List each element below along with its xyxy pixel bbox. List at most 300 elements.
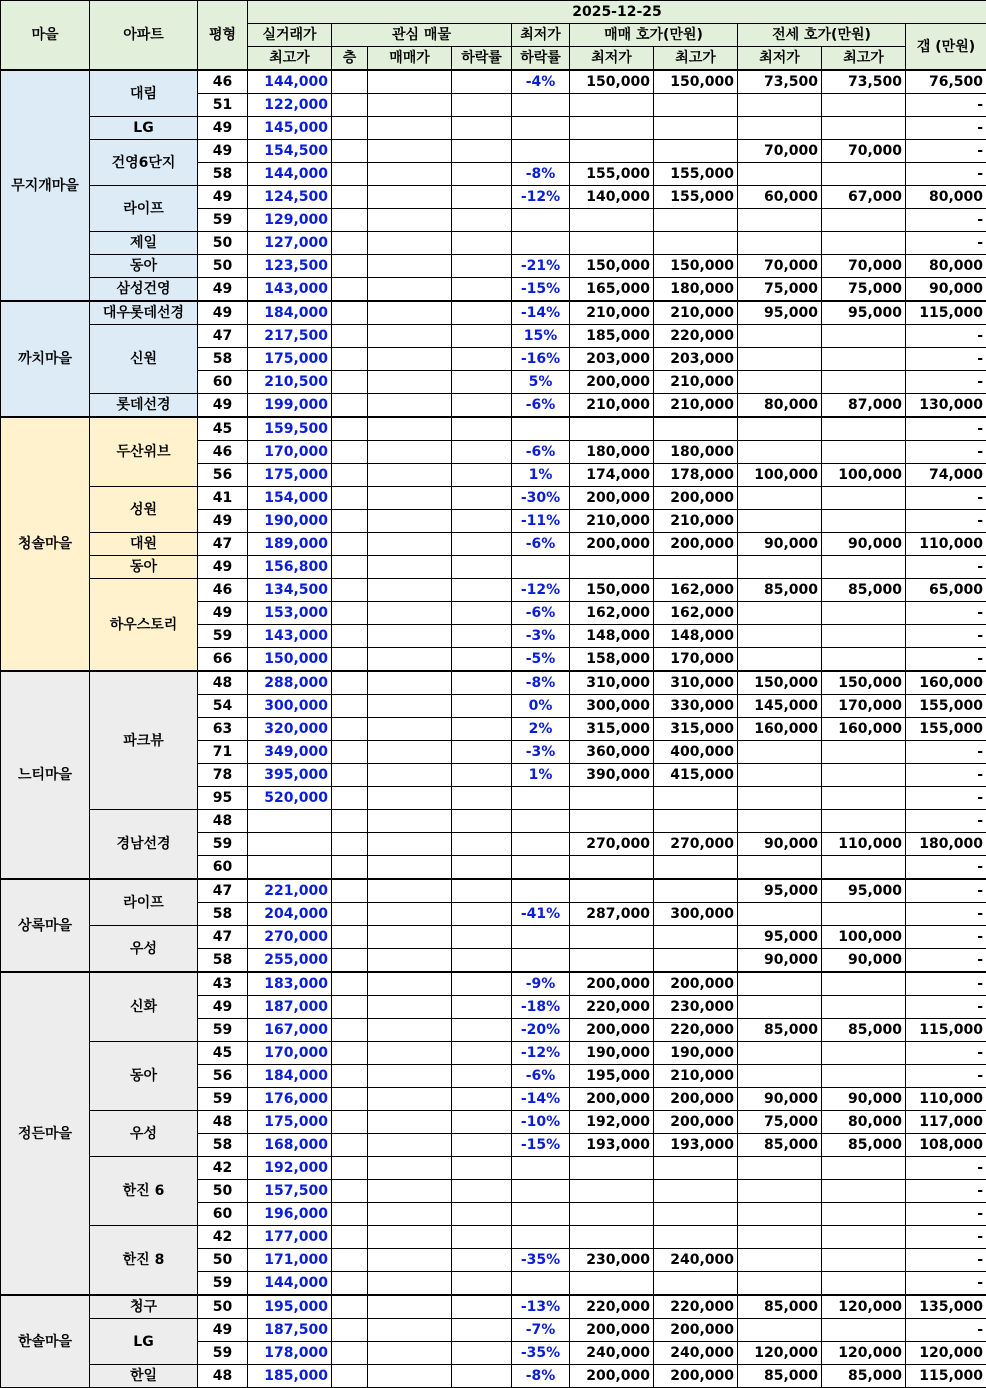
sale-max-cell: 210,000 [654, 510, 738, 533]
drop-rate-cell [452, 1042, 512, 1065]
jeonse-min-cell [738, 903, 822, 926]
drop-rate-cell [452, 417, 512, 441]
drop-rate-cell [452, 972, 512, 996]
village-cell: 한솔마을 [1, 1295, 90, 1388]
floor-cell [332, 1342, 368, 1365]
real-trade-cell: 134,500 [248, 579, 332, 602]
jeonse-max-cell [822, 1249, 906, 1272]
floor-cell [332, 695, 368, 718]
pyeong-cell: 48 [198, 1365, 248, 1388]
floor-cell [332, 1019, 368, 1042]
real-trade-cell: 187,500 [248, 1319, 332, 1342]
gap-cell: - [906, 163, 986, 186]
real-trade-cell: 168,000 [248, 1134, 332, 1157]
lowest-drop-cell: -16% [512, 348, 570, 371]
jeonse-min-cell: 150,000 [738, 671, 822, 695]
table-row [1, 1226, 986, 1249]
lowest-drop-cell: -6% [512, 394, 570, 418]
sale-max-cell: 310,000 [654, 671, 738, 695]
sale-max-cell [654, 232, 738, 255]
jeonse-min-cell [738, 787, 822, 810]
jeonse-min-cell [738, 856, 822, 880]
table-row [1, 1111, 986, 1134]
pyeong-cell: 46 [198, 441, 248, 464]
real-trade-cell: 177,000 [248, 1226, 332, 1249]
jeonse-max-cell: 75,000 [822, 278, 906, 302]
jeonse-max-cell [822, 972, 906, 996]
lowest-drop-cell: 2% [512, 718, 570, 741]
header-gap: 갭 (만원) [906, 24, 986, 71]
sale-min-cell: 180,000 [570, 441, 654, 464]
pyeong-cell: 49 [198, 301, 248, 325]
pyeong-cell: 58 [198, 949, 248, 973]
pyeong-cell: 49 [198, 602, 248, 625]
table-row [1, 278, 986, 302]
floor-cell [332, 926, 368, 949]
table-row [1, 394, 986, 418]
real-trade-cell: 190,000 [248, 510, 332, 533]
gap-cell: - [906, 510, 986, 533]
sale-min-cell: 287,000 [570, 903, 654, 926]
jeonse-min-cell [738, 371, 822, 394]
apartment-cell: 청구 [90, 1295, 198, 1319]
village-cell: 청솔마을 [1, 417, 90, 671]
jeonse-max-cell: 85,000 [822, 1365, 906, 1388]
apartment-cell: 동아 [90, 255, 198, 278]
lowest-drop-cell: -3% [512, 741, 570, 764]
sale-min-cell: 203,000 [570, 348, 654, 371]
sale-price-cell [368, 764, 452, 787]
jeonse-min-cell: 145,000 [738, 695, 822, 718]
lowest-drop-cell [512, 1180, 570, 1203]
jeonse-min-cell: 85,000 [738, 1365, 822, 1388]
real-trade-cell: 144,000 [248, 70, 332, 94]
table-row [1, 70, 986, 94]
sale-max-cell [654, 94, 738, 117]
gap-cell: 155,000 [906, 695, 986, 718]
lowest-drop-cell: -21% [512, 255, 570, 278]
jeonse-max-cell: 100,000 [822, 464, 906, 487]
pyeong-cell: 56 [198, 1065, 248, 1088]
drop-rate-cell [452, 833, 512, 856]
table-row [1, 671, 986, 695]
floor-cell [332, 441, 368, 464]
lowest-drop-cell: -12% [512, 1042, 570, 1065]
gap-cell: - [906, 1319, 986, 1342]
sale-max-cell [654, 879, 738, 903]
drop-rate-cell [452, 1295, 512, 1319]
gap-cell: 90,000 [906, 278, 986, 302]
sale-min-cell: 360,000 [570, 741, 654, 764]
header-jeonse-ask: 전세 호가(만원) [738, 24, 906, 47]
real-trade-cell: 143,000 [248, 278, 332, 302]
apartment-cell: 한진 8 [90, 1226, 198, 1296]
gap-cell: - [906, 371, 986, 394]
table-row [1, 140, 986, 163]
table-row [1, 255, 986, 278]
sale-price-cell [368, 394, 452, 418]
floor-cell [332, 1319, 368, 1342]
sale-min-cell [570, 856, 654, 880]
jeonse-max-cell [822, 602, 906, 625]
floor-cell [332, 1272, 368, 1296]
sale-price-cell [368, 1226, 452, 1249]
jeonse-min-cell [738, 1042, 822, 1065]
sale-min-cell [570, 209, 654, 232]
sale-min-cell: 200,000 [570, 1019, 654, 1042]
table-row [1, 487, 986, 510]
sale-max-cell [654, 926, 738, 949]
drop-rate-cell [452, 718, 512, 741]
sale-min-cell: 158,000 [570, 648, 654, 672]
jeonse-min-cell: 90,000 [738, 833, 822, 856]
sale-price-cell [368, 695, 452, 718]
jeonse-min-cell [738, 94, 822, 117]
sale-price-cell [368, 718, 452, 741]
sale-min-cell [570, 94, 654, 117]
header-interest: 관심 매물 [332, 24, 512, 47]
lowest-drop-cell [512, 949, 570, 973]
table-row [1, 556, 986, 579]
apartment-cell: 대우롯데선경 [90, 301, 198, 325]
jeonse-max-cell [822, 556, 906, 579]
pyeong-cell: 60 [198, 856, 248, 880]
sale-price-cell [368, 1203, 452, 1226]
real-trade-cell: 129,000 [248, 209, 332, 232]
real-trade-cell: 144,000 [248, 1272, 332, 1296]
apartment-cell: 대원 [90, 533, 198, 556]
lowest-drop-cell: -6% [512, 533, 570, 556]
real-trade-cell: 300,000 [248, 695, 332, 718]
sale-price-cell [368, 741, 452, 764]
jeonse-max-cell [822, 1042, 906, 1065]
lowest-drop-cell: 0% [512, 695, 570, 718]
sale-max-cell: 200,000 [654, 487, 738, 510]
jeonse-min-cell [738, 1319, 822, 1342]
floor-cell [332, 533, 368, 556]
jeonse-min-cell: 95,000 [738, 926, 822, 949]
jeonse-min-cell [738, 1272, 822, 1296]
sale-min-cell: 200,000 [570, 972, 654, 996]
header-apartment: 아파트 [90, 1, 198, 71]
sale-price-cell [368, 441, 452, 464]
jeonse-max-cell [822, 487, 906, 510]
floor-cell [332, 810, 368, 833]
gap-cell: 108,000 [906, 1134, 986, 1157]
drop-rate-cell [452, 787, 512, 810]
gap-cell: - [906, 117, 986, 140]
floor-cell [332, 671, 368, 695]
floor-cell [332, 255, 368, 278]
table-row [1, 926, 986, 949]
jeonse-min-cell [738, 1249, 822, 1272]
drop-rate-cell [452, 648, 512, 672]
jeonse-max-cell: 70,000 [822, 140, 906, 163]
sale-max-cell: 193,000 [654, 1134, 738, 1157]
sale-price-cell [368, 1065, 452, 1088]
sale-max-cell: 200,000 [654, 533, 738, 556]
jeonse-max-cell [822, 510, 906, 533]
sale-max-cell [654, 1203, 738, 1226]
sale-price-cell [368, 487, 452, 510]
sale-min-cell [570, 417, 654, 441]
pyeong-cell: 49 [198, 556, 248, 579]
sale-price-cell [368, 1088, 452, 1111]
jeonse-min-cell [738, 556, 822, 579]
table-row [1, 972, 986, 996]
lowest-drop-cell: -30% [512, 487, 570, 510]
jeonse-min-cell [738, 972, 822, 996]
sale-price-cell [368, 1134, 452, 1157]
jeonse-min-cell: 120,000 [738, 1342, 822, 1365]
drop-rate-cell [452, 1134, 512, 1157]
jeonse-min-cell [738, 1203, 822, 1226]
jeonse-min-cell: 90,000 [738, 949, 822, 973]
pyeong-cell: 49 [198, 140, 248, 163]
real-trade-cell: 143,000 [248, 625, 332, 648]
lowest-drop-cell: -35% [512, 1249, 570, 1272]
sale-price-cell [368, 1042, 452, 1065]
sale-min-cell: 185,000 [570, 325, 654, 348]
drop-rate-cell [452, 625, 512, 648]
apartment-cell: 우성 [90, 1111, 198, 1157]
floor-cell [332, 117, 368, 140]
sale-min-cell [570, 1203, 654, 1226]
gap-cell: - [906, 1157, 986, 1180]
real-trade-cell: 199,000 [248, 394, 332, 418]
floor-cell [332, 1295, 368, 1319]
header-sale-ask: 매매 호가(만원) [570, 24, 738, 47]
pyeong-cell: 41 [198, 487, 248, 510]
pyeong-cell: 50 [198, 232, 248, 255]
sale-max-cell: 155,000 [654, 186, 738, 209]
sale-price-cell [368, 625, 452, 648]
gap-cell: - [906, 972, 986, 996]
drop-rate-cell [452, 810, 512, 833]
jeonse-min-cell: 100,000 [738, 464, 822, 487]
drop-rate-cell [452, 325, 512, 348]
lowest-drop-cell: -8% [512, 671, 570, 695]
sale-min-cell: 150,000 [570, 579, 654, 602]
gap-cell: 160,000 [906, 671, 986, 695]
jeonse-min-cell: 60,000 [738, 186, 822, 209]
sale-price-cell [368, 556, 452, 579]
real-trade-cell: 520,000 [248, 787, 332, 810]
sale-max-cell [654, 949, 738, 973]
gap-cell: - [906, 1042, 986, 1065]
real-trade-cell: 210,500 [248, 371, 332, 394]
drop-rate-cell [452, 1319, 512, 1342]
jeonse-max-cell: 90,000 [822, 949, 906, 973]
jeonse-max-cell [822, 325, 906, 348]
jeonse-max-cell [822, 1203, 906, 1226]
jeonse-max-cell [822, 996, 906, 1019]
floor-cell [332, 1249, 368, 1272]
sale-max-cell [654, 1272, 738, 1296]
floor-cell [332, 1065, 368, 1088]
sale-min-cell [570, 879, 654, 903]
gap-cell: - [906, 810, 986, 833]
real-trade-cell: 175,000 [248, 1111, 332, 1134]
real-trade-cell: 159,500 [248, 417, 332, 441]
sale-min-cell: 200,000 [570, 487, 654, 510]
gap-cell: - [906, 325, 986, 348]
sale-price-cell [368, 464, 452, 487]
jeonse-min-cell [738, 741, 822, 764]
pyeong-cell: 51 [198, 94, 248, 117]
real-trade-cell: 349,000 [248, 741, 332, 764]
sale-max-cell: 270,000 [654, 833, 738, 856]
floor-cell [332, 325, 368, 348]
gap-cell: - [906, 441, 986, 464]
lowest-drop-cell [512, 787, 570, 810]
pyeong-cell: 50 [198, 1249, 248, 1272]
sale-price-cell [368, 903, 452, 926]
jeonse-max-cell [822, 117, 906, 140]
lowest-drop-cell: -6% [512, 602, 570, 625]
sale-price-cell [368, 1019, 452, 1042]
sale-max-cell [654, 1157, 738, 1180]
gap-cell: - [906, 140, 986, 163]
sale-max-cell: 200,000 [654, 1111, 738, 1134]
table-row [1, 232, 986, 255]
sale-max-cell: 210,000 [654, 301, 738, 325]
real-trade-cell: 153,000 [248, 602, 332, 625]
jeonse-min-cell: 85,000 [738, 1134, 822, 1157]
real-trade-cell: 145,000 [248, 117, 332, 140]
floor-cell [332, 741, 368, 764]
sale-min-cell: 300,000 [570, 695, 654, 718]
drop-rate-cell [452, 1342, 512, 1365]
floor-cell [332, 648, 368, 672]
jeonse-max-cell: 95,000 [822, 301, 906, 325]
floor-cell [332, 209, 368, 232]
sale-max-cell: 200,000 [654, 972, 738, 996]
floor-cell [332, 348, 368, 371]
header-real-trade: 실거래가 [248, 24, 332, 47]
pyeong-cell: 60 [198, 371, 248, 394]
real-trade-cell: 122,000 [248, 94, 332, 117]
sale-max-cell: 203,000 [654, 348, 738, 371]
real-trade-cell: 184,000 [248, 1065, 332, 1088]
sale-min-cell: 270,000 [570, 833, 654, 856]
floor-cell [332, 232, 368, 255]
table-row [1, 417, 986, 441]
lowest-drop-cell [512, 856, 570, 880]
sale-min-cell: 162,000 [570, 602, 654, 625]
floor-cell [332, 1111, 368, 1134]
floor-cell [332, 1157, 368, 1180]
real-trade-cell [248, 833, 332, 856]
pyeong-cell: 95 [198, 787, 248, 810]
pyeong-cell: 56 [198, 464, 248, 487]
gap-cell: - [906, 741, 986, 764]
drop-rate-cell [452, 949, 512, 973]
sale-min-cell [570, 1272, 654, 1296]
gap-cell: - [906, 1249, 986, 1272]
real-trade-cell: 195,000 [248, 1295, 332, 1319]
floor-cell [332, 510, 368, 533]
sale-max-cell [654, 1226, 738, 1249]
sale-min-cell: 240,000 [570, 1342, 654, 1365]
lowest-drop-cell [512, 1203, 570, 1226]
sale-price-cell [368, 787, 452, 810]
sale-min-cell: 192,000 [570, 1111, 654, 1134]
sale-min-cell: 150,000 [570, 70, 654, 94]
sale-min-cell: 315,000 [570, 718, 654, 741]
jeonse-max-cell: 73,500 [822, 70, 906, 94]
apartment-cell: LG [90, 1319, 198, 1365]
drop-rate-cell [452, 695, 512, 718]
sale-max-cell: 200,000 [654, 1088, 738, 1111]
table-row [1, 1295, 986, 1319]
table-body [1, 70, 986, 1388]
lowest-drop-cell [512, 1157, 570, 1180]
sale-min-cell [570, 117, 654, 140]
jeonse-max-cell [822, 648, 906, 672]
lowest-drop-cell [512, 232, 570, 255]
gap-cell: - [906, 996, 986, 1019]
pyeong-cell: 59 [198, 1088, 248, 1111]
sale-price-cell [368, 1319, 452, 1342]
drop-rate-cell [452, 255, 512, 278]
floor-cell [332, 833, 368, 856]
floor-cell [332, 394, 368, 418]
floor-cell [332, 1365, 368, 1388]
pyeong-cell: 71 [198, 741, 248, 764]
lowest-drop-cell: -18% [512, 996, 570, 1019]
jeonse-min-cell [738, 1065, 822, 1088]
pyeong-cell: 49 [198, 278, 248, 302]
gap-cell: 117,000 [906, 1111, 986, 1134]
pyeong-cell: 47 [198, 926, 248, 949]
sale-price-cell [368, 810, 452, 833]
header-village: 마을 [1, 1, 90, 71]
lowest-drop-cell [512, 926, 570, 949]
pyeong-cell: 50 [198, 255, 248, 278]
table-row [1, 325, 986, 348]
real-trade-cell: 144,000 [248, 163, 332, 186]
jeonse-max-cell: 90,000 [822, 1088, 906, 1111]
sale-price-cell [368, 533, 452, 556]
jeonse-max-cell: 120,000 [822, 1342, 906, 1365]
jeonse-max-cell [822, 94, 906, 117]
sale-min-cell [570, 810, 654, 833]
sale-min-cell: 155,000 [570, 163, 654, 186]
pyeong-cell: 78 [198, 764, 248, 787]
sale-max-cell: 230,000 [654, 996, 738, 1019]
table-row [1, 117, 986, 140]
lowest-drop-cell: -10% [512, 1111, 570, 1134]
header-jeonse-max: 최고가 [822, 47, 906, 71]
sale-price-cell [368, 301, 452, 325]
pyeong-cell: 45 [198, 417, 248, 441]
apartment-cell: 신화 [90, 972, 198, 1042]
jeonse-max-cell: 120,000 [822, 1295, 906, 1319]
drop-rate-cell [452, 1226, 512, 1249]
jeonse-min-cell: 160,000 [738, 718, 822, 741]
sale-price-cell [368, 232, 452, 255]
jeonse-min-cell [738, 325, 822, 348]
apartment-cell: 삼성건영 [90, 278, 198, 302]
drop-rate-cell [452, 70, 512, 94]
lowest-drop-cell: -14% [512, 301, 570, 325]
drop-rate-cell [452, 764, 512, 787]
gap-cell: 180,000 [906, 833, 986, 856]
real-trade-cell: 175,000 [248, 348, 332, 371]
sale-min-cell: 210,000 [570, 510, 654, 533]
jeonse-max-cell: 95,000 [822, 879, 906, 903]
